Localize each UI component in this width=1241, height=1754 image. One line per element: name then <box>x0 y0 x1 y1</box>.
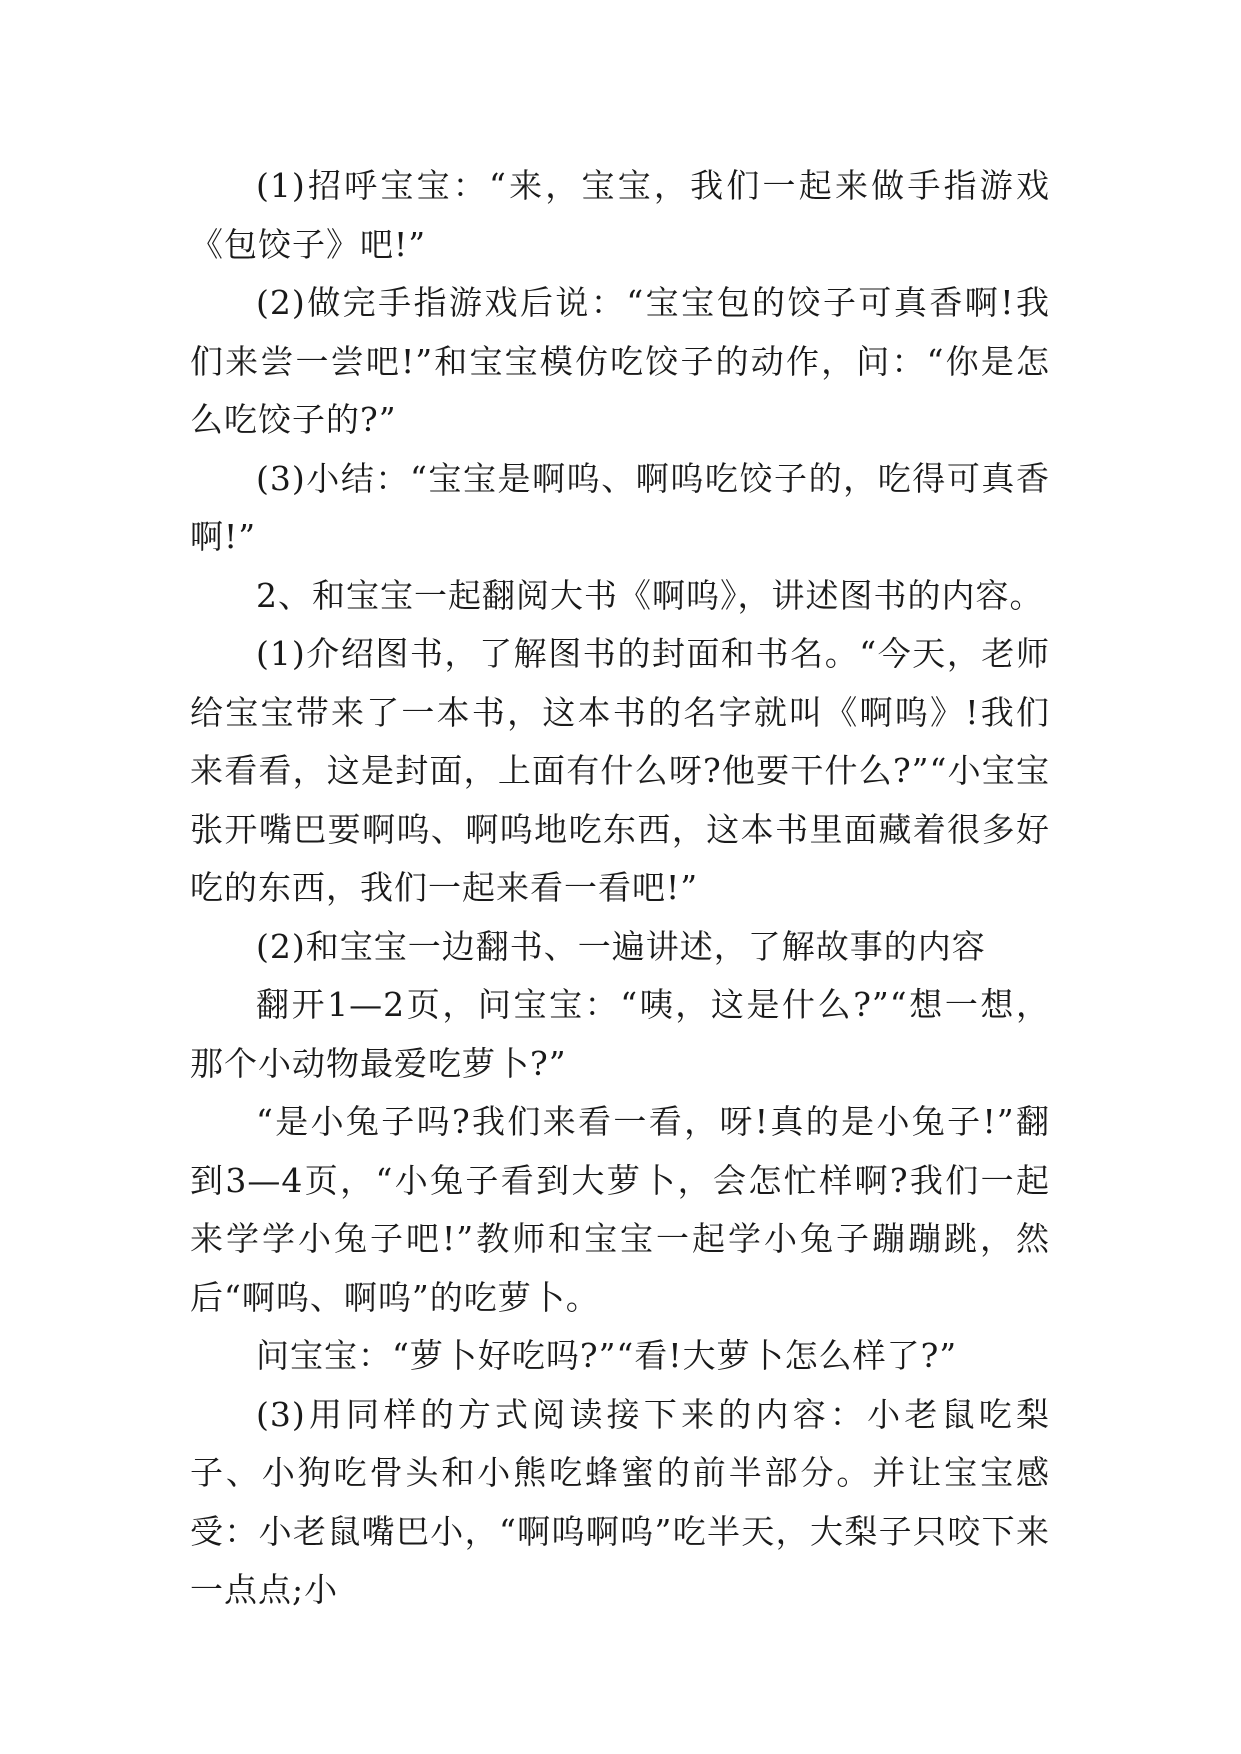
paragraph: (2)和宝宝一边翻书、一遍讲述，了解故事的内容 <box>256 926 986 966</box>
paragraph: “是小兔子吗?我们来看一看，呀!真的是小兔子!”翻到3—4页，“小兔子看到大萝卜，会怎忙样啊?我们一起来学学小兔子吧!”教师和宝宝一起学小兔子蹦蹦跳，然后“啊呜、啊呜”的吃萝卜。 <box>190 1102 1050 1317</box>
paragraph: (1)介绍图书，了解图书的封面和书名。“今天，老师给宝宝带来了一本书，这本书的名字就叫《啊呜》!我们来看看，这是封面，上面有什么呀?他要干什么?”“小宝宝张开嘴巴要啊呜、啊呜地吃东西，这本书里面藏着很多好吃的东西，我们一起来看一看吧!” <box>190 634 1050 907</box>
paragraph: (3)用同样的方式阅读接下来的内容：小老鼠吃梨子、小狗吃骨头和小熊吃蜂蜜的前半部分。并让宝宝感受：小老鼠嘴巴小，“啊呜啊呜”吃半天，大梨子只咬下来一点点;小 <box>190 1394 1050 1609</box>
paragraph: (1)招呼宝宝：“来，宝宝，我们一起来做手指游戏《包饺子》吧!” <box>190 166 1050 264</box>
paragraph: 问宝宝：“萝卜好吃吗?”“看!大萝卜怎么样了?” <box>256 1336 958 1375</box>
paragraph: 2、和宝宝一起翻阅大书《啊呜》，讲述图书的内容。 <box>256 575 1044 615</box>
document-body <box>190 157 1050 1620</box>
paragraph: (2)做完手指游戏后说：“宝宝包的饺子可真香啊!我们来尝一尝吧!”和宝宝模仿吃饺子的动作，问：“你是怎么吃饺子的?” <box>190 283 1050 439</box>
paragraph: (3)小结：“宝宝是啊呜、啊呜吃饺子的，吃得可真香啊!” <box>190 458 1050 556</box>
paragraph: 翻开1—2页，问宝宝：“咦，这是什么?”“想一想，那个小动物最爱吃萝卜?” <box>190 985 1050 1083</box>
